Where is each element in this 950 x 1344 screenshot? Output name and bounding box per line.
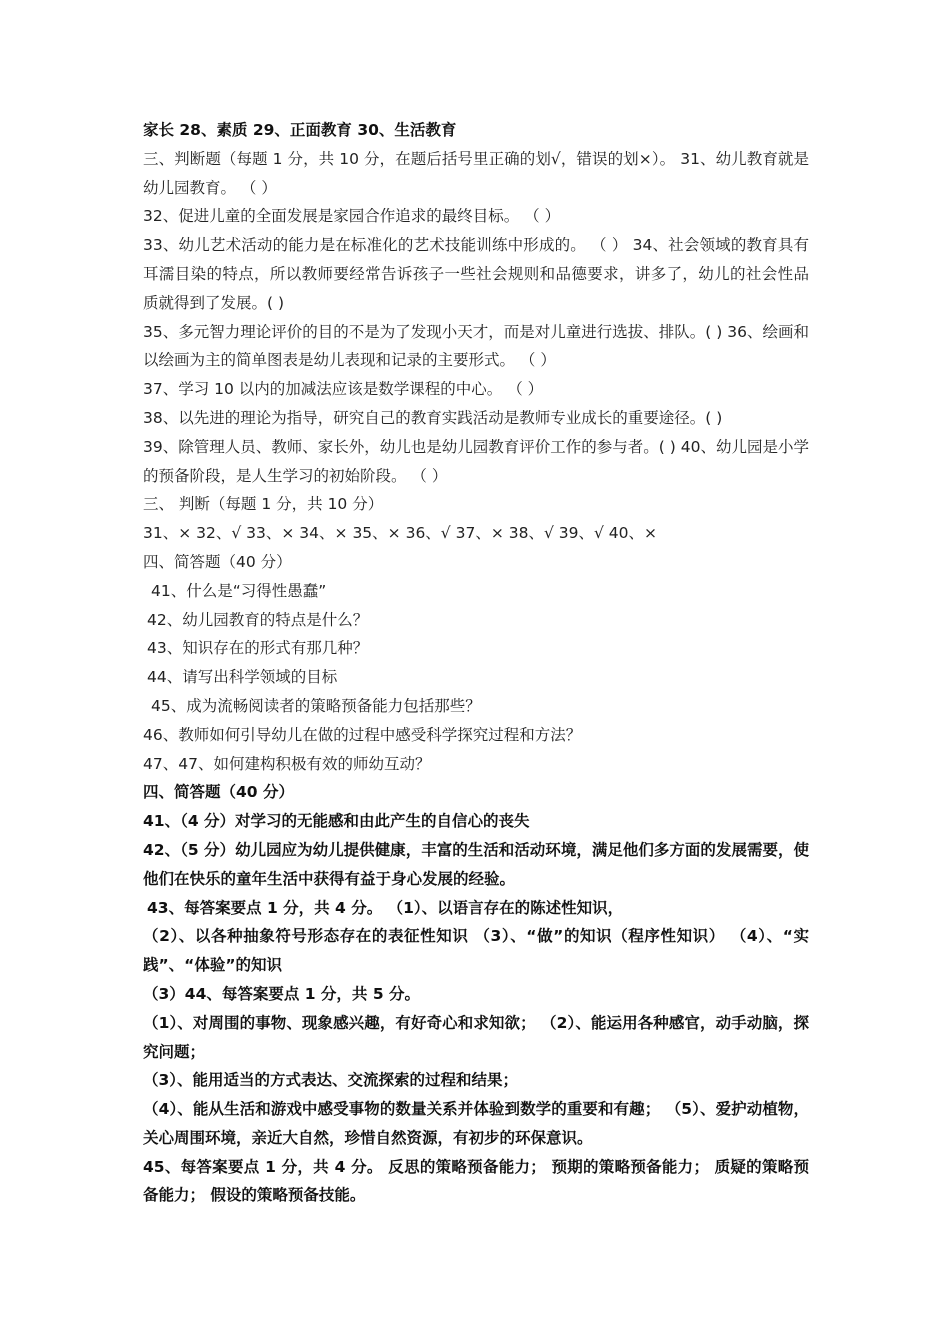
text-line-8: 39、除管理人员、教师、家长外，幼儿也是幼儿园教育评价工作的参与者。( ) 40、幼儿园是小学的预备阶段，是人生学习的初始阶段。 （ ） (143, 437, 809, 485)
text-line-15: 44、请写出科学领域的目标 (147, 668, 338, 687)
text-line-5: 35、多元智力理论评价的目的不是为了发现小天才，而是对儿童进行选拔、排队。( ) 36、绘画和以绘画为主的简单图表是幼儿表现和记录的主要形式。 （ ） (143, 322, 809, 370)
text-line-23: （2）、以各种抽象符号形态存在的表征性知识 （3）、“做”的知识（程序性知识） （4）、“实践”、“体验”的知识 (143, 927, 809, 975)
text-line-14: 43、知识存在的形式有那几种？ (147, 639, 369, 658)
text-line-25: （1）、对周围的事物、现象感兴趣，有好奇心和求知欲； （2）、能运用各种感官，动手动脑，探究问题； (143, 1013, 809, 1061)
text-line-24: （3）44、每答案要点 1 分，共 5 分。 (143, 984, 421, 1003)
text-line-7: 38、以先进的理论为指导，研究自己的教育实践活动是教师专业成长的重要途径。( ) (143, 408, 723, 427)
text-line-10: 31、× 32、√ 33、× 34、× 35、× 36、√ 37、× 38、√ 39、√ 40、× (143, 524, 658, 543)
text-line-2: 三、判断题（每题 1 分，共 10 分，在题后括号里正确的划√，错误的划×）。 31、幼儿教育就是幼儿园教育。 （ ） (143, 149, 809, 197)
text-line-9: 三、 判断（每题 1 分，共 10 分） (143, 495, 384, 514)
text-line-20: 41、（4 分）对学习的无能感和由此产生的自信心的丧失 (143, 812, 530, 831)
text-line-4: 33、幼儿艺术活动的能力是在标准化的艺术技能训练中形成的。 （ ） 34、社会领域的教育具有耳濡目染的特点，所以教师要经常告诉孩子一些社会规则和品德要求，讲多了，幼儿的社会性品质就得到了发展。( ) (143, 236, 809, 312)
text-line-16: 45、成为流畅阅读者的策略预备能力包括那些？ (151, 696, 481, 715)
text-line-28: 45、每答案要点 1 分，共 4 分。 反思的策略预备能力； 预期的策略预备能力； 质疑的策略预备能力； 假设的策略预备技能。 (143, 1157, 809, 1205)
text-line-1: 家长 28、素质 29、正面教育 30、生活教育 (143, 121, 457, 139)
text-line-18: 47、47、如何建构积极有效的师幼互动？ (143, 754, 431, 773)
text-line-22: 43、每答案要点 1 分，共 4 分。 （1）、以语言存在的陈述性知识， (147, 898, 624, 917)
text-line-13: 42、幼儿园教育的特点是什么？ (147, 610, 369, 629)
text-line-21: 42、（5 分）幼儿园应为幼儿提供健康，丰富的生活和活动环境，满足他们多方面的发展需要，使他们在快乐的童年生活中获得有益于身心发展的经验。 (143, 840, 809, 888)
document-page (143, 116, 809, 1210)
text-line-19: 四、简答题（40 分） (143, 783, 294, 802)
text-line-11: 四、简答题（40 分） (143, 552, 292, 571)
text-line-26: （3）、能用适当的方式表达、交流探索的过程和结果； (143, 1071, 519, 1090)
text-line-27: （4）、能从生活和游戏中感受事物的数量关系并体验到数学的重要和有趣； （5）、爱护动植物，关心周围环境，亲近大自然，珍惜自然资源，有初步的环保意识。 (143, 1100, 809, 1147)
text-line-17: 46、教师如何引导幼儿在做的过程中感受科学探究过程和方法？ (143, 725, 582, 744)
text-line-6: 37、学习 10 以内的加减法应该是数学课程的中心。 （ ） (143, 380, 544, 399)
text-line-12: 41、什么是“习得性愚蠢” (151, 581, 327, 600)
text-line-3: 32、促进儿童的全面发展是家园合作追求的最终目标。 （ ） (143, 207, 561, 226)
